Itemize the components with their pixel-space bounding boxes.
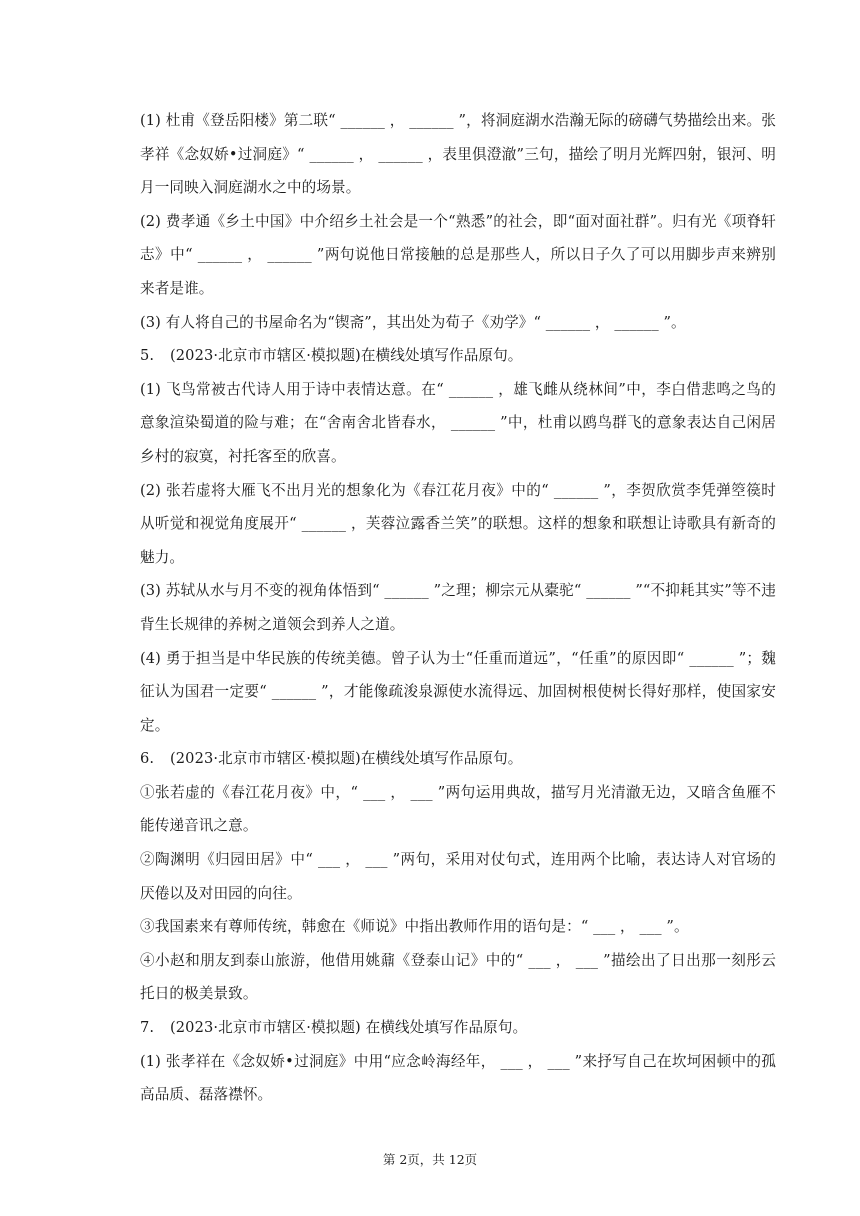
question-6-part-4: ④小赵和朋友到泰山旅游，他借用姚鼐《登泰山记》中的“ ___ ， ___ ”描绘出了日出那一刻彤云托日的极美景致。 [140,951,776,1003]
question-6-part-1: ①张若虚的《春江花月夜》中，“ ___ ， ___ ”两句运用典故，描写月光清澈无边，又暗含鱼雁不能传递音讯之意。 [140,783,776,835]
question-5-part-2: (2) 张若虚将大雁飞不出月光的想象化为《春江花月夜》中的“ ______ ”，李贺欣赏李凭弹箜篌时从听觉和视觉角度展开“ ______ ，芙蓉泣露香兰笑”的联想。这样的想象和联想让诗歌具有新奇的魅力。 [140,481,776,566]
question-heading-text: (2023·北京市市辖区·模拟题) 在横线处填写作品原句。 [170,1019,528,1037]
page-footer: 第 2页，共 12页 [382,1152,478,1167]
question-4-part-2: (2) 费孝通《乡土中国》中介绍乡土社会是一个“熟悉”的社会，即“面对面社群”。归有光《项脊轩志》中“ ______ ， ______ ”两句说他日常接触的总是那些人，所以日子久了可以用脚步声来辨别来者是谁。 [140,212,776,297]
question-5-part-4: (4) 勇于担当是中华民族的传统美德。曾子认为士“任重而道远”，“任重”的原因即“ ______ ”；魏征认为国君一定要“ ______ ”，才能像疏浚泉源使水流得远、加固树根使树长得好那样，使国家安定。 [140,649,776,734]
question-4-part-1: (1) 杜甫《登岳阳楼》第二联“ ______ ， ______ ”，将洞庭湖水浩瀚无际的磅礴气势描绘出来。张孝祥《念奴娇•过洞庭》“ ______ ， ______ ，表里俱澄澈”三句，描绘了明月光辉四射，银河、明月一同映入洞庭湖水之中的场景。 [140,112,776,197]
question-6-part-3: ③我国素来有尊师传统，韩愈在《师说》中指出教师作用的语句是：“ ___ ， ___ ”。 [140,918,689,936]
question-7-heading [140,1011,776,1045]
question-number: 5. [140,347,155,365]
question-number: 6. [140,750,155,768]
question-6-part-2: ②陶渊明《归园田居》中“ ___ ， ___ ”两句，采用对仗句式，连用两个比喻，表达诗人对官场的厌倦以及对田园的向往。 [140,851,776,902]
question-5-part-3: (3) 苏轼从水与月不变的视角体悟到“ ______ ”之理；柳宗元从橐驼“ ______ ”“不抑耗其实”等不违背生长规律的养树之道领会到养人之道。 [140,582,776,633]
question-6-heading [140,742,776,776]
question-7-part-1: (1) 张孝祥在《念奴娇•过洞庭》中用“应念岭海经年， ___ ， ___ ”来抒写自己在坎坷困顿中的孤高品质、磊落襟怀。 [140,1052,776,1104]
question-4-part-3: (3) 有人将自己的书屋命名为“锲斋”，其出处为荀子《劝学》“ ______ ， ______ ”。 [140,313,686,331]
document-content [140,104,776,1112]
question-5-heading [140,339,776,373]
question-heading-text: (2023·北京市市辖区·模拟题)在横线处填写作品原句。 [170,347,523,365]
question-heading-text: (2023·北京市市辖区·模拟题)在横线处填写作品原句。 [170,750,523,768]
question-number: 7. [140,1019,155,1037]
question-5-part-1: (1) 飞鸟常被古代诗人用于诗中表情达意。在“ ______ ，雄飞雌从绕林间”中，李白借悲鸣之鸟的意象渲染蜀道的险与难；在“舍南舍北皆春水， ______ ”中，杜甫以鸥鸟群飞的意象表达自己闲居乡村的寂寞，衬托客至的欣喜。 [140,380,776,465]
